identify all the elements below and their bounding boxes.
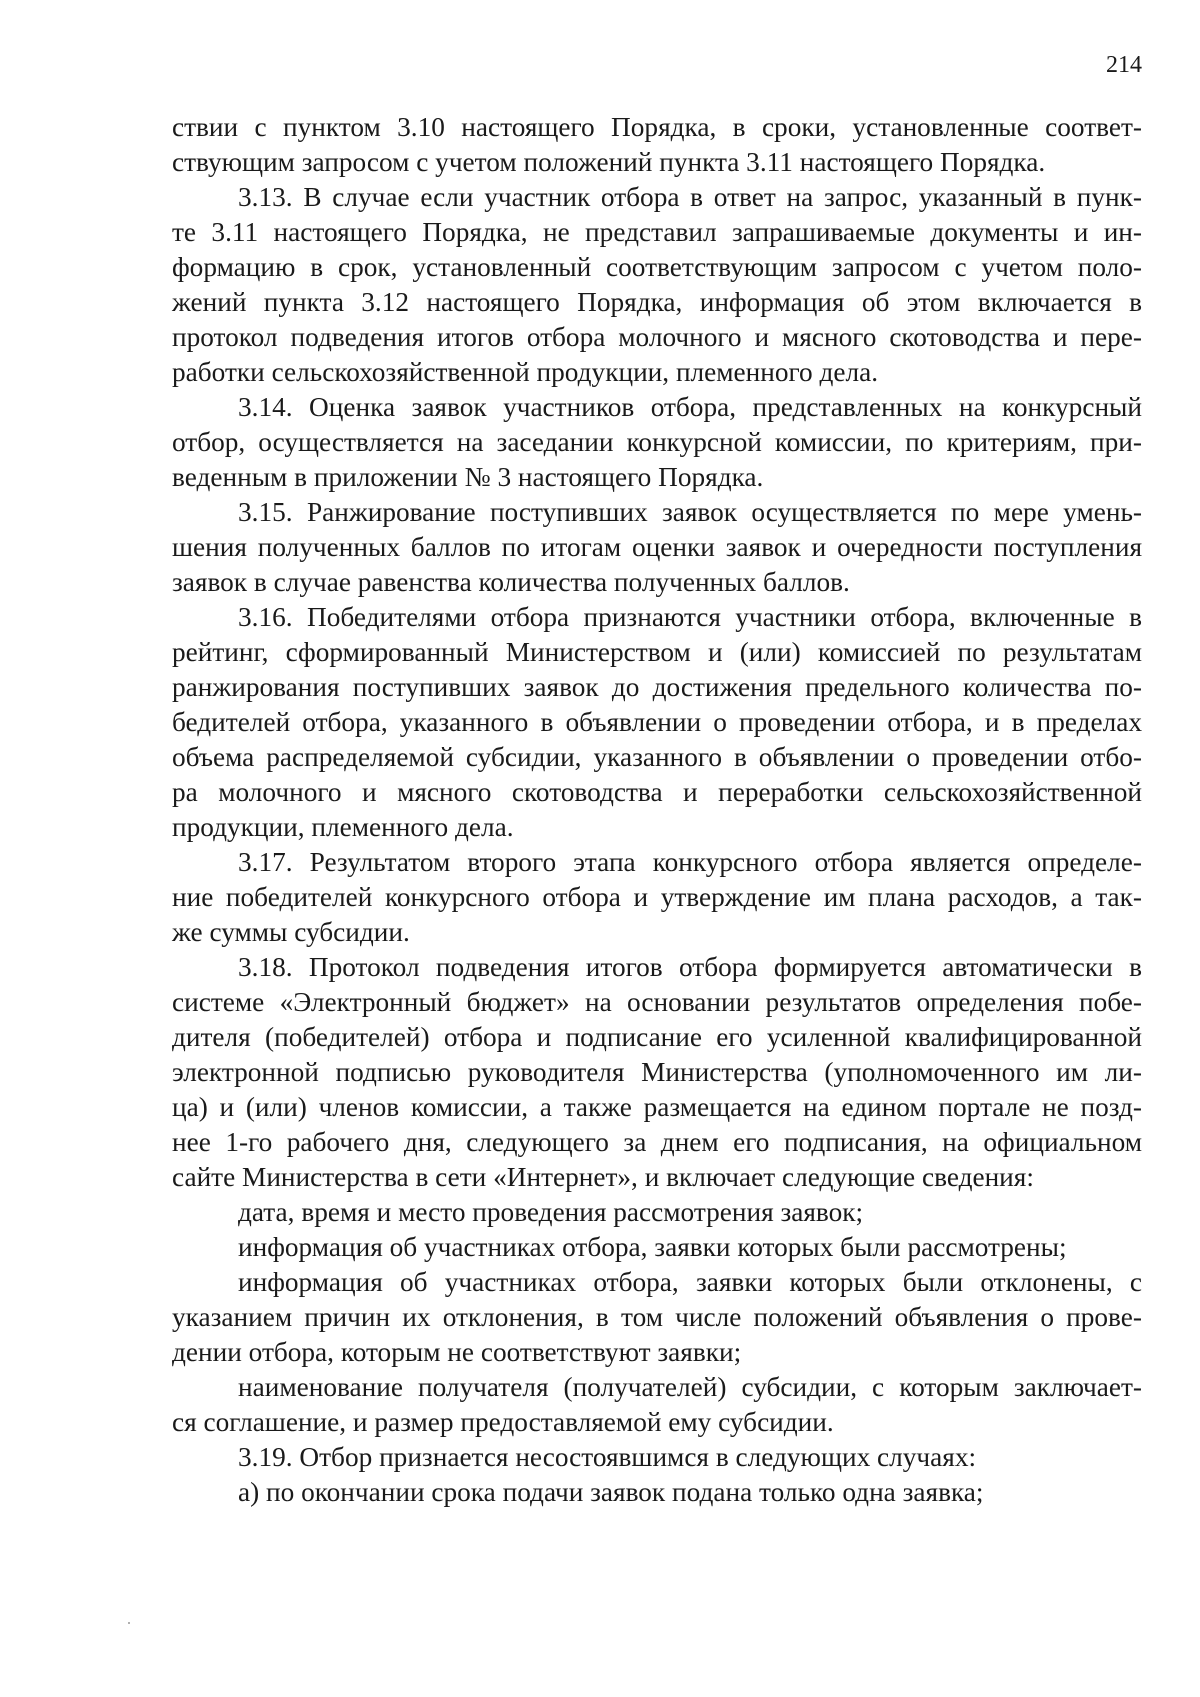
text-line: 3.19. Отбор признается несостоявшимся в следующих случаях: [238,1442,977,1472]
text-line: информация об участниках отбора, заявки которых были рассмотрены; [238,1232,1067,1262]
text-line: работки сельскохозяйственной продукции, племенного дела. [172,357,879,387]
text-line: веденным в приложении № 3 настоящего Порядка. [172,462,764,492]
text-line: рейтинг, сформированный Министерством и (или) комиссией по результатам [172,637,1142,667]
text-line: отбор, осуществляется на заседании конкурсной комиссии, по критериям, при- [172,427,1142,457]
text-line: продукции, племенного дела. [172,812,514,842]
text-line: информация об участниках отбора, заявки которых были отклонены, с [238,1267,1142,1297]
text-line: жений пункта 3.12 настоящего Порядка, информация об этом включается в [172,287,1142,317]
text-line: заявок в случае равенства количества полученных баллов. [172,567,850,597]
text-line: протокол подведения итогов отбора молочного и мясного скотоводства и пере- [172,322,1142,352]
text-line: ствующим запросом с учетом положений пункта 3.11 настоящего Порядка. [172,147,1046,177]
text-line: дении отбора, которым не соответствуют заявки; [172,1337,742,1367]
document-body [172,110,1142,1510]
text-line: системе «Электронный бюджет» на основании результатов определения побе- [172,987,1142,1017]
text-line: ра молочного и мясного скотоводства и переработки сельскохозяйственной [172,777,1142,807]
text-line: дителя (победителей) отбора и подписание его усиленной квалифицированной [172,1022,1142,1052]
text-line: 3.14. Оценка заявок участников отбора, представленных на конкурсный [238,392,1142,422]
text-line: ся соглашение, и размер предоставляемой ему субсидии. [172,1407,834,1437]
scan-artifact [128,1622,130,1624]
text-line: ца) и (или) членов комиссии, а также размещается на едином портале не позд- [172,1092,1142,1122]
text-line: нее 1-го рабочего дня, следующего за днем его подписания, на официальном [172,1127,1142,1157]
text-line: бедителей отбора, указанного в объявлении о проведении отбора, и в пределах [172,707,1142,737]
text-line: ранжирования поступивших заявок до достижения предельного количества по- [172,672,1142,702]
text-line: формацию в срок, установленный соответствующим запросом с учетом поло- [172,252,1142,282]
text-line: сайте Министерства в сети «Интернет», и включает следующие сведения: [172,1162,1034,1192]
text-line: шения полученных баллов по итогам оценки заявок и очередности поступления [172,532,1142,562]
text-line: 3.17. Результатом второго этапа конкурсного отбора является определе- [238,847,1142,877]
text-line: те 3.11 настоящего Порядка, не представил запрашиваемые документы и ин- [172,217,1142,247]
text-line: 3.18. Протокол подведения итогов отбора формируется автоматически в [238,952,1142,982]
text-line: указанием причин их отклонения, в том числе положений объявления о прове- [172,1302,1142,1332]
text-line: ние победителей конкурсного отбора и утверждение им плана расходов, а так- [172,882,1142,912]
text-line: ствии с пунктом 3.10 настоящего Порядка, в сроки, установленные соответ- [172,112,1142,142]
text-line: электронной подписью руководителя Министерства (уполномоченного им ли- [172,1057,1142,1087]
text-line: дата, время и место проведения рассмотрения заявок; [238,1197,864,1227]
text-line: объема распределяемой субсидии, указанного в объявлении о проведении отбо- [172,742,1142,772]
page-number: 214 [1106,52,1142,78]
text-line: 3.15. Ранжирование поступивших заявок осуществляется по мере умень- [238,497,1142,527]
text-line: же суммы субсидии. [172,917,410,947]
text-line: а) по окончании срока подачи заявок подана только одна заявка; [238,1477,984,1507]
text-line: наименование получателя (получателей) субсидии, с которым заключает- [238,1372,1142,1402]
text-line: 3.16. Победителями отбора признаются участники отбора, включенные в [238,602,1142,632]
text-line: 3.13. В случае если участник отбора в ответ на запрос, указанный в пунк- [238,182,1142,212]
